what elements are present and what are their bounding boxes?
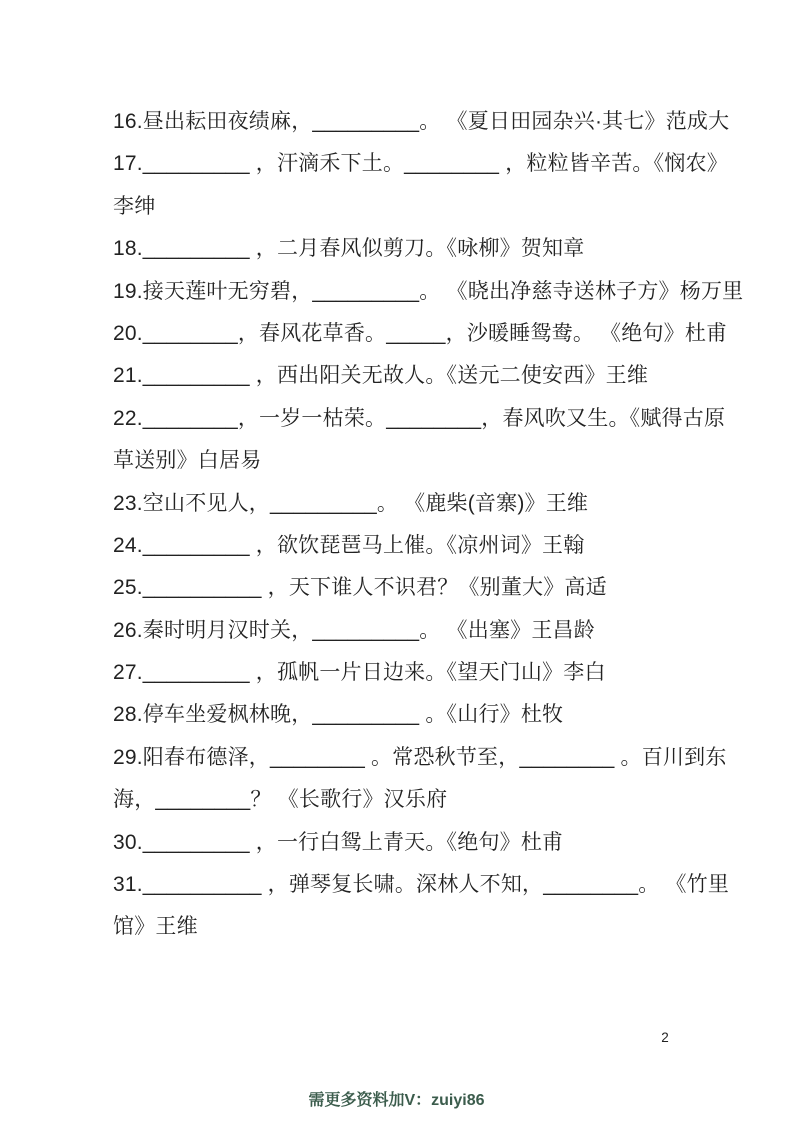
worksheet-line: 海，________？ 《长歌行》汉乐府 bbox=[113, 788, 448, 812]
worksheet-item bbox=[113, 101, 730, 143]
worksheet-line: 27._________ ，孤帆一片日边来。《望天门山》李白 bbox=[113, 661, 606, 685]
worksheet-item bbox=[113, 355, 688, 397]
worksheet-line: 28.停车坐爱枫林晚，_________ 。《山行》杜牧 bbox=[113, 703, 564, 727]
worksheet-line: 17._________ ，汗滴禾下土。________ ，粒粒皆辛苦。《悯农》 bbox=[113, 152, 728, 176]
worksheet-line: 26.秦时明月汉时关，_________。 《出塞》王昌龄 bbox=[113, 618, 595, 642]
worksheet-line: 31.__________ ，弹琴复长啸。深林人不知，________。 《竹里 bbox=[113, 873, 730, 897]
worksheet-line: 草送别》白居易 bbox=[113, 449, 262, 473]
worksheet-line: 馆》王维 bbox=[113, 915, 198, 939]
worksheet-item bbox=[113, 525, 688, 567]
worksheet-item bbox=[113, 398, 726, 483]
worksheet-item bbox=[113, 143, 728, 228]
worksheet-line: 16.昼出耘田夜绩麻，_________。 《夏日田园杂兴·其七》范成大 bbox=[113, 110, 730, 133]
footer-watermark: 需更多资料加V：zuiyi86 bbox=[308, 1092, 485, 1109]
worksheet-item bbox=[113, 864, 730, 949]
worksheet-item bbox=[113, 652, 688, 694]
worksheet-line: 29.阳春布德泽，________ 。常恐秋节至，________ 。百川到东 bbox=[113, 745, 727, 769]
worksheet-line: 21._________ ，西出阳关无故人。《送元二使安西》王维 bbox=[113, 364, 649, 388]
worksheet-item bbox=[113, 822, 688, 864]
worksheet-line: 23.空山不见人，_________。 《鹿柴(音寨)》王维 bbox=[113, 491, 589, 515]
worksheet-items bbox=[113, 101, 744, 949]
worksheet-line: 18._________ ，二月春风似剪刀。《咏柳》贺知章 bbox=[113, 237, 585, 261]
worksheet-line: 22.________，一岁一枯荣。________，春风吹又生。《赋得古原 bbox=[113, 406, 726, 430]
worksheet-line: 24._________ ，欲饮琵琶马上催。《凉州词》王翰 bbox=[113, 533, 585, 557]
worksheet-line: 30._________ ，一行白鸳上青天。《绝句》杜甫 bbox=[113, 830, 564, 854]
worksheet-item bbox=[113, 313, 728, 355]
page-number: 2 bbox=[661, 1030, 669, 1045]
worksheet-item bbox=[113, 483, 688, 525]
worksheet-item bbox=[113, 567, 688, 609]
worksheet-line: 19.接天莲叶无穷碧，_________。 《晓出净慈寺送林子方》杨万里 bbox=[113, 279, 744, 303]
worksheet-item bbox=[113, 228, 688, 270]
worksheet-line: 20.________，春风花草香。_____，沙暖睡鸳鸯。 《绝句》杜甫 bbox=[113, 321, 728, 345]
worksheet-line: 李绅 bbox=[113, 194, 156, 218]
worksheet-item bbox=[113, 271, 744, 313]
worksheet-item bbox=[113, 694, 688, 736]
worksheet-item bbox=[113, 610, 688, 652]
worksheet-line: 25.__________ ，天下谁人不识君？《别董大》高适 bbox=[113, 576, 607, 600]
worksheet-item bbox=[113, 737, 727, 822]
